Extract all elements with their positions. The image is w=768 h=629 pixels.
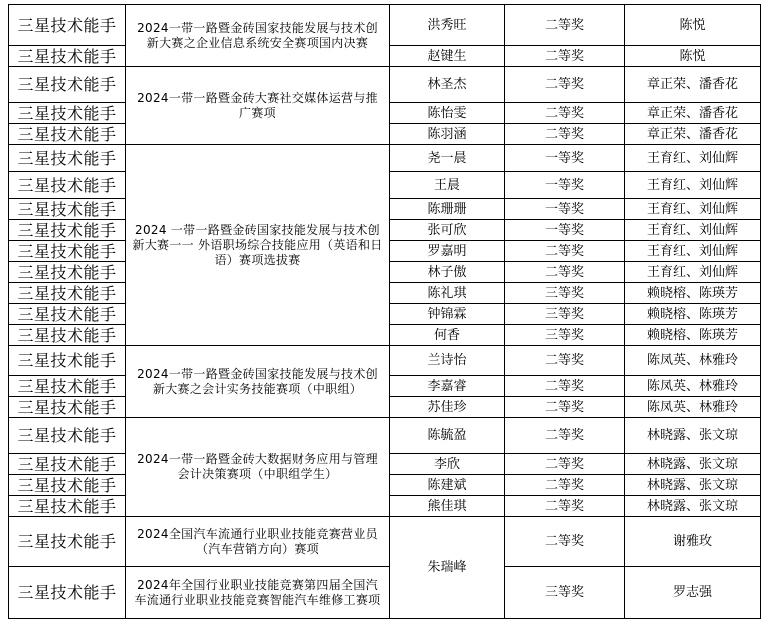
- title-cell: 三星技术能手: [9, 262, 126, 283]
- instructor: 章正荣、潘香花: [625, 124, 761, 145]
- award-level: 二等奖: [505, 496, 625, 517]
- table-row: [9, 346, 761, 376]
- award-level: 二等奖: [505, 46, 625, 67]
- student-name: 林子傲: [390, 262, 505, 283]
- instructor: 林晓露、张文琼: [625, 418, 761, 454]
- student-name: 张可欣: [390, 220, 505, 241]
- instructor: 陈悦: [625, 5, 761, 46]
- instructor: 陈凤英、林雅玲: [625, 397, 761, 418]
- title-cell: 三星技术能手: [9, 172, 126, 199]
- title-cell: 三星技术能手: [9, 454, 126, 475]
- title-cell: 三星技术能手: [9, 145, 126, 172]
- title-cell: 三星技术能手: [9, 567, 126, 619]
- table-row: [9, 145, 761, 172]
- award-level: 一等奖: [505, 220, 625, 241]
- award-level: 二等奖: [505, 346, 625, 376]
- instructor: 赖晓榕、陈瑛芳: [625, 325, 761, 346]
- title-cell: 三星技术能手: [9, 5, 126, 46]
- award-level: 一等奖: [505, 172, 625, 199]
- award-level: 二等奖: [505, 517, 625, 567]
- instructor: 赖晓榕、陈瑛芳: [625, 304, 761, 325]
- instructor: 章正荣、潘香花: [625, 103, 761, 124]
- title-cell: 三星技术能手: [9, 103, 126, 124]
- title-cell: 三星技术能手: [9, 199, 126, 220]
- student-name: 陈珊珊: [390, 199, 505, 220]
- award-level: 三等奖: [505, 304, 625, 325]
- award-level: 二等奖: [505, 418, 625, 454]
- title-cell: 三星技术能手: [9, 418, 126, 454]
- instructor: 王育红、刘仙辉: [625, 145, 761, 172]
- table-row: [9, 517, 761, 567]
- table-row: [9, 567, 761, 619]
- award-level: 二等奖: [505, 5, 625, 46]
- event-cell: 2024一带一路暨金砖大赛社交媒体运营与推广赛项: [126, 67, 390, 145]
- instructor: 谢雅玫: [625, 517, 761, 567]
- title-cell: 三星技术能手: [9, 283, 126, 304]
- award-level: 二等奖: [505, 475, 625, 496]
- event-cell: 2024一带一路暨金砖国家技能发展与技术创新大赛之企业信息系统安全赛项国内决赛: [126, 5, 390, 67]
- award-level: 二等奖: [505, 103, 625, 124]
- student-name: 熊佳琪: [390, 496, 505, 517]
- award-level: 二等奖: [505, 241, 625, 262]
- student-name: 陈建斌: [390, 475, 505, 496]
- instructor: 陈凤英、林雅玲: [625, 346, 761, 376]
- student-name: 钟锦霖: [390, 304, 505, 325]
- instructor: 章正荣、潘香花: [625, 67, 761, 103]
- student-name: 尧一晨: [390, 145, 505, 172]
- award-level: 一等奖: [505, 145, 625, 172]
- event-cell: 2024 一带一路暨金砖国家技能发展与技术创新大赛一一 外语职场综合技能应用（英语和日语）赛项选拔赛: [126, 145, 390, 346]
- instructor: 王育红、刘仙辉: [625, 172, 761, 199]
- instructor: 林晓露、张文琼: [625, 454, 761, 475]
- title-cell: 三星技术能手: [9, 397, 126, 418]
- instructor: 王育红、刘仙辉: [625, 199, 761, 220]
- award-level: 二等奖: [505, 397, 625, 418]
- title-cell: 三星技术能手: [9, 496, 126, 517]
- instructor: 王育红、刘仙辉: [625, 241, 761, 262]
- student-name: 林圣杰: [390, 67, 505, 103]
- student-name: 陈毓盈: [390, 418, 505, 454]
- awards-table-container: [8, 4, 761, 619]
- student-name: 陈羽涵: [390, 124, 505, 145]
- award-level: 二等奖: [505, 376, 625, 397]
- student-name: 陈礼琪: [390, 283, 505, 304]
- student-name: 苏佳珍: [390, 397, 505, 418]
- instructor: 陈悦: [625, 46, 761, 67]
- title-cell: 三星技术能手: [9, 220, 126, 241]
- student-name: 李嘉睿: [390, 376, 505, 397]
- student-name: 陈怡雯: [390, 103, 505, 124]
- title-cell: 三星技术能手: [9, 304, 126, 325]
- student-name: 何香: [390, 325, 505, 346]
- instructor: 罗志强: [625, 567, 761, 619]
- student-name: 赵键生: [390, 46, 505, 67]
- event-cell: 2024一带一路暨金砖大数据财务应用与管理会计决策赛项（中职组学生）: [126, 418, 390, 517]
- table-row: [9, 418, 761, 454]
- student-name: 洪秀旺: [390, 5, 505, 46]
- award-level: 二等奖: [505, 262, 625, 283]
- instructor: 王育红、刘仙辉: [625, 220, 761, 241]
- award-level: 二等奖: [505, 67, 625, 103]
- title-cell: 三星技术能手: [9, 325, 126, 346]
- event-cell: 2024一带一路暨金砖国家技能发展与技术创新大赛之会计实务技能赛项（中职组）: [126, 346, 390, 418]
- award-level: 一等奖: [505, 199, 625, 220]
- instructor: 林晓露、张文琼: [625, 475, 761, 496]
- title-cell: 三星技术能手: [9, 346, 126, 376]
- title-cell: 三星技术能手: [9, 517, 126, 567]
- award-level: 三等奖: [505, 283, 625, 304]
- table-row: [9, 5, 761, 46]
- instructor: 林晓露、张文琼: [625, 496, 761, 517]
- award-level: 二等奖: [505, 124, 625, 145]
- title-cell: 三星技术能手: [9, 241, 126, 262]
- title-cell: 三星技术能手: [9, 124, 126, 145]
- event-cell: 2024全国汽车流通行业职业技能竞赛营业员（汽车营销方向）赛项: [126, 517, 390, 567]
- title-cell: 三星技术能手: [9, 67, 126, 103]
- instructor: 陈凤英、林雅玲: [625, 376, 761, 397]
- student-name: 李欣: [390, 454, 505, 475]
- title-cell: 三星技术能手: [9, 475, 126, 496]
- title-cell: 三星技术能手: [9, 46, 126, 67]
- student-name: 朱瑞峰: [390, 517, 505, 619]
- awards-table: [8, 4, 761, 619]
- table-row: [9, 67, 761, 103]
- student-name: 罗嘉明: [390, 241, 505, 262]
- award-level: 三等奖: [505, 567, 625, 619]
- student-name: 王晨: [390, 172, 505, 199]
- award-level: 二等奖: [505, 454, 625, 475]
- event-cell: 2024年全国行业职业技能竞赛第四届全国汽车流通行业职业技能竞赛智能汽车维修工赛项: [126, 567, 390, 619]
- student-name: 兰诗怡: [390, 346, 505, 376]
- instructor: 赖晓榕、陈瑛芳: [625, 283, 761, 304]
- instructor: 王育红、刘仙辉: [625, 262, 761, 283]
- award-level: 三等奖: [505, 325, 625, 346]
- title-cell: 三星技术能手: [9, 376, 126, 397]
